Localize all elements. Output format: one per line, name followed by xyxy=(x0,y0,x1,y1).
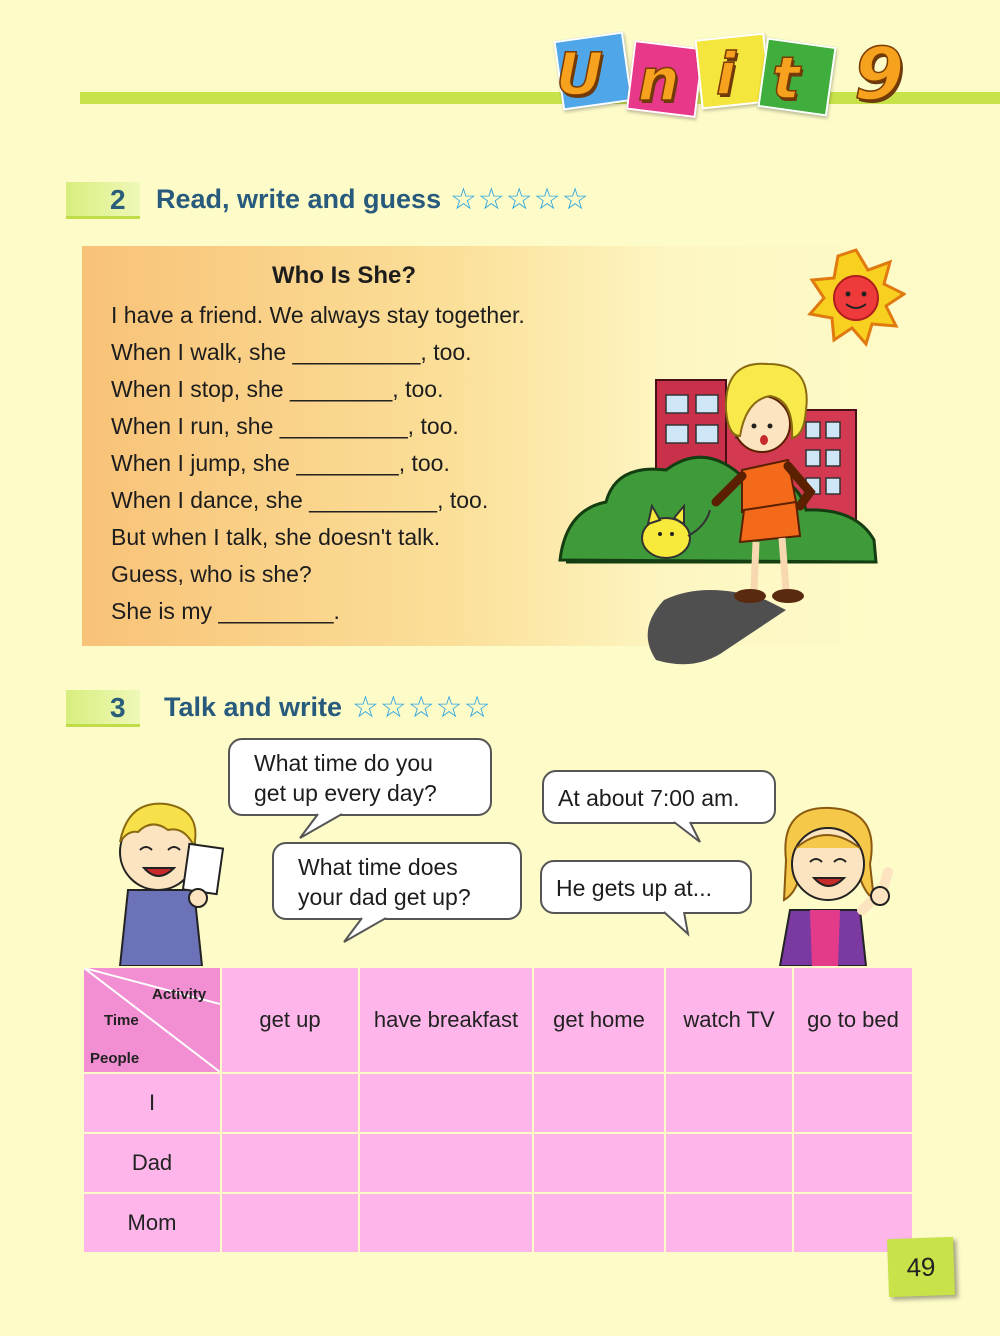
unit-number: 9 xyxy=(854,32,905,116)
page-number: 49 xyxy=(887,1237,955,1297)
corner-label-people: People xyxy=(90,1050,140,1067)
section-number: 3 xyxy=(110,692,126,723)
section-title: Talk and write xyxy=(164,692,343,722)
section-tab xyxy=(66,690,140,727)
table-cell xyxy=(534,1194,664,1252)
table-cell xyxy=(222,1074,358,1132)
row-header: I xyxy=(84,1074,220,1132)
table-cell xyxy=(794,1134,912,1192)
table-cell xyxy=(534,1074,664,1132)
table-cell xyxy=(666,1074,792,1132)
unit-letter-t: t xyxy=(772,44,800,112)
column-header: have breakfast xyxy=(360,968,532,1072)
story-line: Guess, who is she? xyxy=(111,561,312,587)
story-line: When I dance, she __________, too. xyxy=(111,487,489,513)
difficulty-stars: ☆☆☆☆☆ xyxy=(352,691,492,724)
column-header: go to bed xyxy=(794,968,912,1072)
bubble-line: He gets up at... xyxy=(556,875,712,901)
corner-label-time: Time xyxy=(104,1012,139,1029)
section-tab xyxy=(66,182,140,219)
speech-bubble-q2 xyxy=(272,842,522,920)
story-line: When I jump, she ________, too. xyxy=(111,450,450,476)
table-cell xyxy=(666,1194,792,1252)
section-title: Read, write and guess xyxy=(156,184,442,214)
difficulty-stars: ☆☆☆☆☆ xyxy=(450,183,590,216)
table-cell xyxy=(360,1074,532,1132)
unit-letter-u: U xyxy=(556,40,604,108)
column-header: get up xyxy=(222,968,358,1072)
column-header: watch TV xyxy=(666,968,792,1072)
section-3-heading xyxy=(66,690,526,730)
table-cell xyxy=(222,1194,358,1252)
story-line: But when I talk, she doesn't talk. xyxy=(111,524,441,550)
boy-figure xyxy=(98,790,228,966)
speech-bubble-q1 xyxy=(228,738,492,816)
row-header: Mom xyxy=(84,1194,220,1252)
shadow-shape xyxy=(648,590,786,664)
unit-title xyxy=(546,28,966,128)
row-header: Dad xyxy=(84,1134,220,1192)
speech-bubble-a2 xyxy=(540,860,752,914)
unit-letter-n: n xyxy=(638,46,680,114)
bubble-line: your dad get up? xyxy=(298,884,471,910)
table-cell xyxy=(794,1074,912,1132)
table-cell xyxy=(360,1194,532,1252)
speech-bubble-a1 xyxy=(542,770,776,824)
unit-letter-i: i xyxy=(716,40,736,108)
table-cell xyxy=(360,1134,532,1192)
section-2-heading xyxy=(66,182,626,222)
girl-shadow-illustration xyxy=(556,240,906,670)
activity-table xyxy=(82,966,912,1254)
section-number: 2 xyxy=(110,184,126,215)
table-corner-cell xyxy=(84,968,220,1072)
girl-pointing-figure xyxy=(770,800,900,966)
column-header: get home xyxy=(534,968,664,1072)
bubble-line: At about 7:00 am. xyxy=(558,785,740,811)
corner-label-activity: Activity xyxy=(152,986,207,1003)
table-cell xyxy=(534,1134,664,1192)
story-line: She is my _________. xyxy=(111,598,340,624)
story-line: When I walk, she __________, too. xyxy=(111,339,472,365)
bubble-line: get up every day? xyxy=(254,780,437,806)
story-line: When I stop, she ________, too. xyxy=(111,376,444,402)
story-title: Who Is She? xyxy=(272,262,416,289)
bubble-line: What time does xyxy=(298,854,458,880)
table-cell xyxy=(222,1134,358,1192)
story-line: I have a friend. We always stay together. xyxy=(111,302,525,328)
bubble-line: What time do you xyxy=(254,750,433,776)
sun-icon xyxy=(810,250,904,344)
table-cell xyxy=(666,1134,792,1192)
story-line: When I run, she __________, too. xyxy=(111,413,459,439)
